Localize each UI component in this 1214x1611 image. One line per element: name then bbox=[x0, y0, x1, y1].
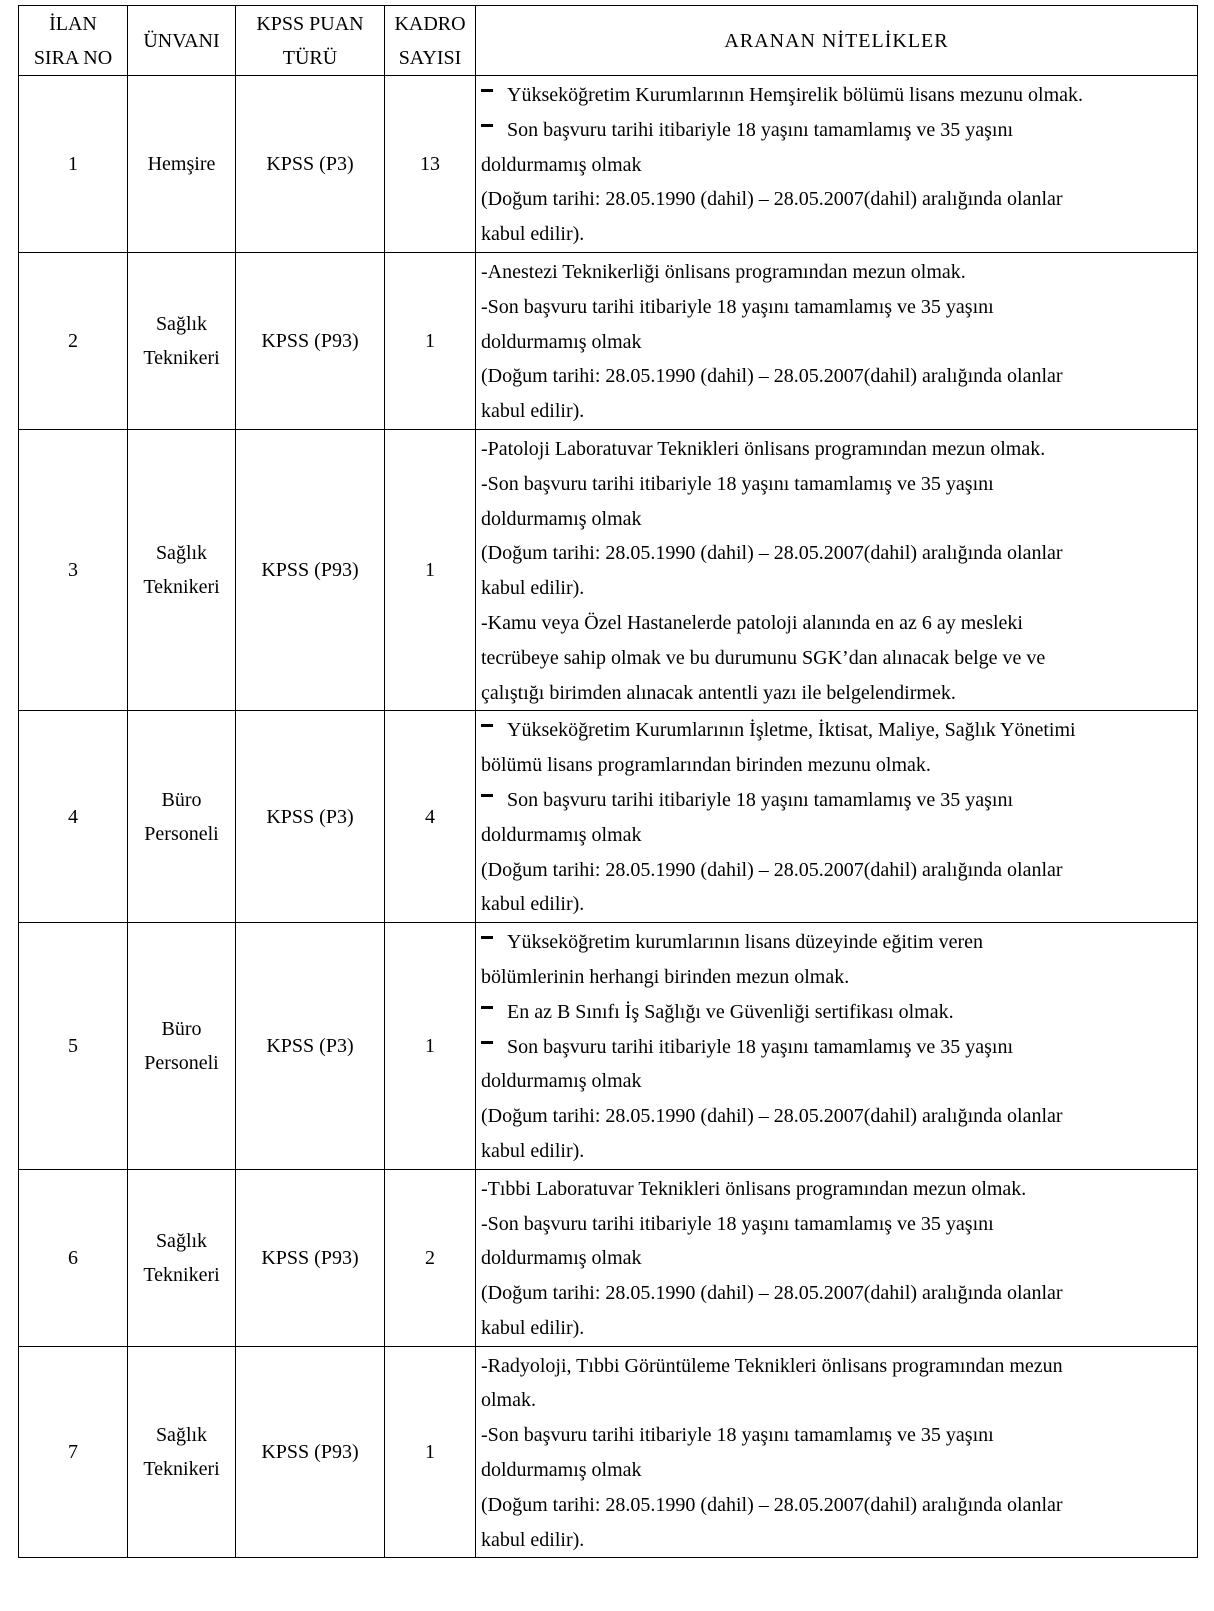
nitelik-line bbox=[481, 1453, 1195, 1488]
nitelik-line bbox=[481, 432, 1195, 467]
kadro-sayisi: 1 bbox=[425, 1441, 435, 1464]
nitelik-line bbox=[481, 853, 1195, 888]
nitelik-text: bölümlerinin herhangi birinden mezun olmak. bbox=[481, 965, 850, 988]
kpss-puan-turu: KPSS (P93) bbox=[261, 1441, 359, 1464]
nitelik-line bbox=[481, 713, 1195, 748]
nitelik-text: çalıştığı birimden alınacak antentli yazı ile belgelendirmek. bbox=[481, 681, 956, 704]
nitelik-line bbox=[481, 148, 1195, 183]
kpss-puan-turu: KPSS (P3) bbox=[266, 152, 354, 175]
table-row bbox=[19, 1169, 1198, 1346]
kpss-cell bbox=[236, 923, 385, 1170]
nitelikler-cell bbox=[476, 923, 1198, 1170]
nitelik-text: -Son başvuru tarihi itibariyle 18 yaşını tamamlamış ve 35 yaşını bbox=[481, 295, 994, 318]
nitelik-line bbox=[481, 217, 1195, 252]
kpss-puan-turu: KPSS (P93) bbox=[261, 329, 359, 352]
nitelik-text: (Doğum tarihi: 28.05.1990 (dahil) – 28.05.2007(dahil) aralığında olanlar bbox=[481, 1493, 1063, 1516]
nitelik-line bbox=[481, 606, 1195, 641]
nitelik-text: kabul edilir). bbox=[481, 400, 585, 423]
header-unvani: ÜNVANI bbox=[128, 6, 236, 76]
nitelik-text: kabul edilir). bbox=[481, 1139, 585, 1162]
header-kpss-puan-turu: KPSS PUAN TÜRÜ bbox=[236, 6, 385, 76]
nitelik-text: -Son başvuru tarihi itibariyle 18 yaşını tamamlamış ve 35 yaşını bbox=[481, 472, 994, 495]
table-row bbox=[19, 76, 1198, 253]
nitelik-text: doldurmamış olmak bbox=[481, 1247, 642, 1270]
kadro-sayisi: 1 bbox=[425, 1034, 435, 1057]
nitelik-line bbox=[481, 641, 1195, 676]
nitelik-line bbox=[481, 960, 1195, 995]
kadro-sayisi: 2 bbox=[425, 1246, 435, 1269]
kadro-cell bbox=[385, 252, 476, 429]
kpss-cell bbox=[236, 711, 385, 923]
kpss-cell bbox=[236, 1169, 385, 1346]
kadro-sayisi: 13 bbox=[420, 152, 440, 175]
positions-table bbox=[18, 5, 1198, 1558]
nitelik-line bbox=[481, 1523, 1195, 1558]
nitelik-text: Son başvuru tarihi itibariyle 18 yaşını tamamlamış ve 35 yaşını bbox=[507, 1035, 1014, 1058]
ilan-sira-no: 3 bbox=[68, 559, 78, 582]
ilan-sira-no: 2 bbox=[68, 329, 78, 352]
kpss-cell bbox=[236, 76, 385, 253]
unvan-text: Büro bbox=[161, 1017, 202, 1040]
nitelik-text: doldurmamış olmak bbox=[481, 1070, 642, 1093]
unvan-cell bbox=[128, 1346, 236, 1558]
nitelik-text: -Tıbbi Laboratuvar Teknikleri önlisans programından mezun olmak. bbox=[481, 1177, 1027, 1200]
unvan-cell bbox=[128, 429, 236, 710]
nitelik-line bbox=[481, 925, 1195, 960]
nitelik-text: kabul edilir). bbox=[481, 577, 585, 600]
nitelik-text: Yükseköğretim Kurumlarının İşletme, İktisat, Maliye, Sağlık Yönetimi bbox=[507, 719, 1076, 742]
nitelik-text: bölümü lisans programlarından birinden mezunu olmak. bbox=[481, 754, 931, 777]
unvan-text: Sağlık bbox=[155, 1424, 208, 1447]
nitelik-text: kabul edilir). bbox=[481, 893, 585, 916]
nitelik-text: doldurmamış olmak bbox=[481, 153, 642, 176]
table-row bbox=[19, 711, 1198, 923]
ilan-sira-no-cell bbox=[19, 1169, 128, 1346]
nitelik-line bbox=[481, 1030, 1195, 1065]
nitelikler-cell bbox=[476, 252, 1198, 429]
table-row bbox=[19, 429, 1198, 710]
nitelik-text: doldurmamış olmak bbox=[481, 1459, 642, 1482]
nitelik-text: Son başvuru tarihi itibariyle 18 yaşını tamamlamış ve 35 yaşını bbox=[507, 118, 1014, 141]
kadro-sayisi: 4 bbox=[425, 805, 435, 828]
unvan-cell bbox=[128, 76, 236, 253]
ilan-sira-no: 6 bbox=[68, 1246, 78, 1269]
ilan-sira-no: 1 bbox=[68, 152, 78, 175]
nitelik-text: kabul edilir). bbox=[481, 223, 585, 246]
nitelik-line bbox=[481, 571, 1195, 606]
nitelik-line bbox=[481, 1207, 1195, 1242]
bullet-dash-icon bbox=[481, 124, 493, 127]
ilan-sira-no: 7 bbox=[68, 1441, 78, 1464]
nitelik-text: Yükseköğretim kurumlarının lisans düzeyinde eğitim veren bbox=[507, 931, 983, 954]
kadro-cell bbox=[385, 1346, 476, 1558]
kpss-puan-turu: KPSS (P3) bbox=[266, 1034, 354, 1057]
unvan-cell bbox=[128, 1169, 236, 1346]
bullet-dash-icon bbox=[481, 936, 493, 939]
kadro-cell bbox=[385, 923, 476, 1170]
unvan-text: Teknikeri bbox=[143, 1263, 220, 1286]
nitelik-line bbox=[481, 255, 1195, 290]
nitelik-text: -Kamu veya Özel Hastanelerde patoloji alanında en az 6 ay mesleki bbox=[481, 611, 1023, 634]
unvan-text: Personeli bbox=[144, 822, 219, 845]
table-row bbox=[19, 1346, 1198, 1558]
bullet-dash-icon bbox=[481, 794, 493, 797]
nitelik-line bbox=[481, 1099, 1195, 1134]
nitelik-line bbox=[481, 1383, 1195, 1418]
nitelik-line bbox=[481, 1349, 1195, 1384]
ilan-sira-no-cell bbox=[19, 76, 128, 253]
unvan-text: Teknikeri bbox=[143, 346, 220, 369]
nitelik-text: En az B Sınıfı İş Sağlığı ve Güvenliği sertifikası olmak. bbox=[507, 1000, 954, 1023]
nitelikler-cell bbox=[476, 76, 1198, 253]
nitelik-text: -Radyoloji, Tıbbi Görüntüleme Teknikleri önlisans programından mezun bbox=[481, 1354, 1063, 1377]
nitelik-text: (Doğum tarihi: 28.05.1990 (dahil) – 28.05.2007(dahil) aralığında olanlar bbox=[481, 1105, 1063, 1128]
nitelik-text: kabul edilir). bbox=[481, 1316, 585, 1339]
unvan-text: Sağlık bbox=[155, 542, 208, 565]
kpss-puan-turu: KPSS (P3) bbox=[266, 805, 354, 828]
nitelik-text: kabul edilir). bbox=[481, 1528, 585, 1551]
kadro-cell bbox=[385, 76, 476, 253]
nitelik-line bbox=[481, 1241, 1195, 1276]
nitelik-line bbox=[481, 1311, 1195, 1346]
bullet-dash-icon bbox=[481, 89, 493, 92]
nitelik-line bbox=[481, 78, 1195, 113]
ilan-sira-no-cell bbox=[19, 711, 128, 923]
unvan-text: Sağlık bbox=[155, 1229, 208, 1252]
unvan-text: Teknikeri bbox=[143, 576, 220, 599]
nitelik-text: -Son başvuru tarihi itibariyle 18 yaşını tamamlamış ve 35 yaşını bbox=[481, 1424, 994, 1447]
nitelik-line bbox=[481, 325, 1195, 360]
nitelik-text: doldurmamış olmak bbox=[481, 823, 642, 846]
job-posting-sheet bbox=[18, 5, 1198, 1558]
header-aranan-nitelikler: ARANAN NİTELİKLER bbox=[476, 6, 1198, 76]
nitelik-line bbox=[481, 536, 1195, 571]
nitelik-text: (Doğum tarihi: 28.05.1990 (dahil) – 28.05.2007(dahil) aralığında olanlar bbox=[481, 1282, 1063, 1305]
header-kadro-sayisi: KADRO SAYISI bbox=[385, 6, 476, 76]
kadro-cell bbox=[385, 711, 476, 923]
header-ilan-sira-no: İLAN SIRA NO bbox=[19, 6, 128, 76]
ilan-sira-no-cell bbox=[19, 429, 128, 710]
nitelik-line bbox=[481, 502, 1195, 537]
nitelik-text: (Doğum tarihi: 28.05.1990 (dahil) – 28.05.2007(dahil) aralığında olanlar bbox=[481, 188, 1063, 211]
nitelik-line bbox=[481, 748, 1195, 783]
nitelik-line bbox=[481, 182, 1195, 217]
table-row bbox=[19, 923, 1198, 1170]
kadro-cell bbox=[385, 1169, 476, 1346]
bullet-dash-icon bbox=[481, 1006, 493, 1009]
nitelik-text: (Doğum tarihi: 28.05.1990 (dahil) – 28.05.2007(dahil) aralığında olanlar bbox=[481, 858, 1063, 881]
nitelik-line bbox=[481, 676, 1195, 711]
ilan-sira-no-cell bbox=[19, 923, 128, 1170]
unvan-text: Sağlık bbox=[155, 312, 208, 335]
nitelik-line bbox=[481, 1064, 1195, 1099]
nitelik-line bbox=[481, 1172, 1195, 1207]
nitelik-line bbox=[481, 818, 1195, 853]
nitelik-line bbox=[481, 113, 1195, 148]
nitelik-line bbox=[481, 1134, 1195, 1169]
unvan-text: Personeli bbox=[144, 1051, 219, 1074]
nitelik-text: -Patoloji Laboratuvar Teknikleri önlisans programından mezun olmak. bbox=[481, 437, 1046, 460]
nitelik-text: Yükseköğretim Kurumlarının Hemşirelik bölümü lisans mezunu olmak. bbox=[507, 84, 1084, 106]
kadro-cell bbox=[385, 429, 476, 710]
bullet-dash-icon bbox=[481, 724, 493, 727]
nitelik-text: tecrübeye sahip olmak ve bu durumunu SGK’dan alınacak belge ve ve bbox=[481, 646, 1046, 669]
nitelik-line bbox=[481, 1418, 1195, 1453]
unvan-cell bbox=[128, 923, 236, 1170]
unvan-cell bbox=[128, 252, 236, 429]
nitelik-line bbox=[481, 290, 1195, 325]
bullet-dash-icon bbox=[481, 1041, 493, 1044]
nitelik-text: (Doğum tarihi: 28.05.1990 (dahil) – 28.05.2007(dahil) aralığında olanlar bbox=[481, 542, 1063, 565]
ilan-sira-no: 4 bbox=[68, 805, 78, 828]
nitelik-text: Son başvuru tarihi itibariyle 18 yaşını tamamlamış ve 35 yaşını bbox=[507, 788, 1014, 811]
nitelik-text: -Son başvuru tarihi itibariyle 18 yaşını tamamlamış ve 35 yaşını bbox=[481, 1212, 994, 1235]
nitelikler-cell bbox=[476, 429, 1198, 710]
unvan-text: Büro bbox=[161, 788, 202, 811]
nitelikler-cell bbox=[476, 1346, 1198, 1558]
nitelik-line bbox=[481, 887, 1195, 922]
nitelik-text: doldurmamış olmak bbox=[481, 330, 642, 353]
header-row bbox=[19, 6, 1198, 76]
kadro-sayisi: 1 bbox=[425, 329, 435, 352]
unvan-text: Hemşire bbox=[147, 152, 216, 175]
kpss-cell bbox=[236, 252, 385, 429]
kpss-cell bbox=[236, 1346, 385, 1558]
nitelik-line bbox=[481, 394, 1195, 429]
ilan-sira-no-cell bbox=[19, 252, 128, 429]
nitelik-text: -Anestezi Teknikerliği önlisans programından mezun olmak. bbox=[481, 260, 966, 283]
unvan-text: Teknikeri bbox=[143, 1458, 220, 1481]
nitelik-line bbox=[481, 359, 1195, 394]
nitelik-text: doldurmamış olmak bbox=[481, 507, 642, 530]
kpss-cell bbox=[236, 429, 385, 710]
nitelik-text: (Doğum tarihi: 28.05.1990 (dahil) – 28.05.2007(dahil) aralığında olanlar bbox=[481, 365, 1063, 388]
nitelik-line bbox=[481, 783, 1195, 818]
nitelik-text: olmak. bbox=[481, 1389, 536, 1412]
nitelikler-cell bbox=[476, 1169, 1198, 1346]
nitelikler-cell bbox=[476, 711, 1198, 923]
nitelik-line bbox=[481, 467, 1195, 502]
unvan-cell bbox=[128, 711, 236, 923]
ilan-sira-no-cell bbox=[19, 1346, 128, 1558]
ilan-sira-no: 5 bbox=[68, 1034, 78, 1057]
table-row bbox=[19, 252, 1198, 429]
kpss-puan-turu: KPSS (P93) bbox=[261, 1246, 359, 1269]
nitelik-line bbox=[481, 1488, 1195, 1523]
table-body bbox=[19, 76, 1198, 1558]
kpss-puan-turu: KPSS (P93) bbox=[261, 559, 359, 582]
kadro-sayisi: 1 bbox=[425, 559, 435, 582]
nitelik-line bbox=[481, 1276, 1195, 1311]
nitelik-line bbox=[481, 995, 1195, 1030]
